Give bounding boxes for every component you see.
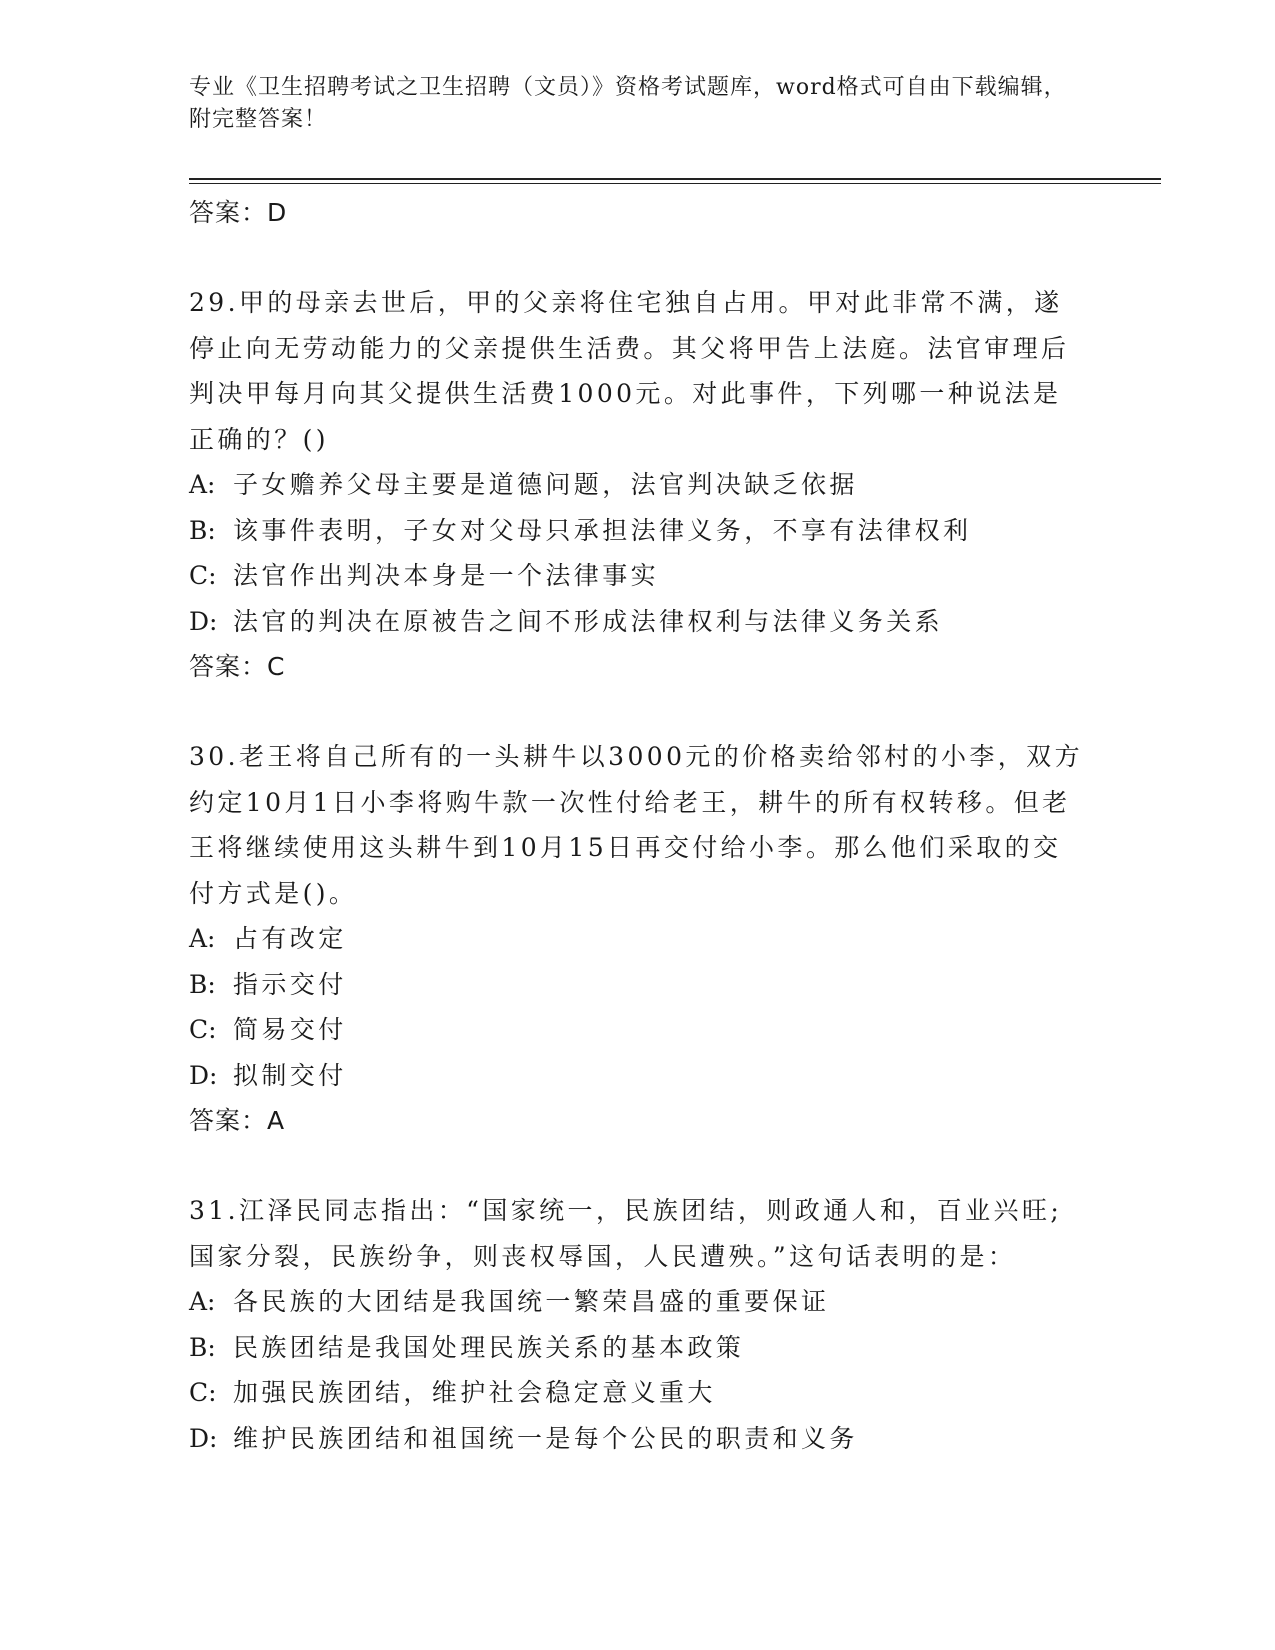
option-text: 民族团结是我国处理民族关系的基本政策 xyxy=(233,1332,745,1362)
option-text: 该事件表明，子女对父母只承担法律义务，不享有法律权利 xyxy=(233,515,972,545)
option-letter: A: xyxy=(189,924,216,953)
option-text: 指示交付 xyxy=(233,969,347,999)
option-letter: C: xyxy=(189,561,217,590)
option-letter: C: xyxy=(189,1015,217,1044)
question-30-option-c xyxy=(189,1007,1089,1053)
option-text: 维护民族团结和祖国统一是每个公民的职责和义务 xyxy=(233,1423,858,1453)
header-rule-thin xyxy=(189,183,1161,184)
option-letter: D: xyxy=(189,1060,218,1090)
option-letter: B: xyxy=(189,969,216,999)
question-31-option-a xyxy=(189,1279,1089,1325)
option-text: 占有改定 xyxy=(233,924,347,953)
question-29-text: 29.甲的母亲去世后，甲的父亲将住宅独自占用。甲对此非常不满，遂停止向无劳动能力的父亲提供生活费。其父将甲告上法庭。法官审理后判决甲每月向其父提供生活费1000元。对此事件，下列哪一种说法是正确的？() xyxy=(189,288,1070,454)
option-text: 法官的判决在原被告之间不形成法律权利与法律义务关系 xyxy=(233,606,944,636)
question-31-option-d xyxy=(189,1416,1089,1462)
question-30-option-a xyxy=(189,916,1089,962)
option-text: 各民族的大团结是我国统一繁荣昌盛的重要保证 xyxy=(233,1287,830,1316)
option-text: 简易交付 xyxy=(233,1015,347,1044)
document-header: 专业《卫生招聘考试之卫生招聘（文员）》资格考试题库，word格式可自由下载编辑，附完整答案！ xyxy=(189,75,1067,132)
question-30-option-b xyxy=(189,962,1089,1008)
option-letter: D: xyxy=(189,1423,218,1453)
question-31-text: 31.江泽民同志指出：“国家统一，民族团结，则政通人和，百业兴旺;国家分裂，民族纷争，则丧权辱国，人民遭殃。”这句话表明的是： xyxy=(189,1196,1063,1271)
option-letter: D: xyxy=(189,606,218,636)
option-letter: C: xyxy=(189,1378,217,1407)
question-list xyxy=(189,190,1089,1461)
question-30-text: 30.老王将自己所有的一头耕牛以3000元的价格卖给邻村的小李，双方约定10月1日小李将购牛款一次性付给老王，耕牛的所有权转移。但老王将继续使用这头耕牛到10月15日再交付给小李。那么他们采取的交付方式是()。 xyxy=(189,742,1083,908)
previous-answer: 答案：D xyxy=(189,198,288,227)
option-text: 加强民族团结，维护社会稳定意义重大 xyxy=(233,1378,716,1407)
option-letter: A: xyxy=(189,470,216,499)
option-text: 子女赡养父母主要是道德问题，法官判决缺乏依据 xyxy=(233,470,858,499)
option-letter: B: xyxy=(189,515,216,545)
option-text: 法官作出判决本身是一个法律事实 xyxy=(233,561,660,590)
header-rule-thick xyxy=(189,178,1161,180)
question-30-answer: 答案：A xyxy=(189,1106,286,1135)
question-29-option-d xyxy=(189,599,1089,645)
question-29-option-a xyxy=(189,462,1089,508)
option-letter: A: xyxy=(189,1287,216,1316)
option-text: 拟制交付 xyxy=(233,1060,347,1090)
question-29-answer: 答案：C xyxy=(189,652,286,681)
question-29-option-b xyxy=(189,508,1089,554)
question-29-option-c xyxy=(189,553,1089,599)
question-31-option-b xyxy=(189,1325,1089,1371)
option-letter: B: xyxy=(189,1332,216,1362)
question-31-option-c xyxy=(189,1370,1089,1416)
question-30-option-d xyxy=(189,1053,1089,1099)
